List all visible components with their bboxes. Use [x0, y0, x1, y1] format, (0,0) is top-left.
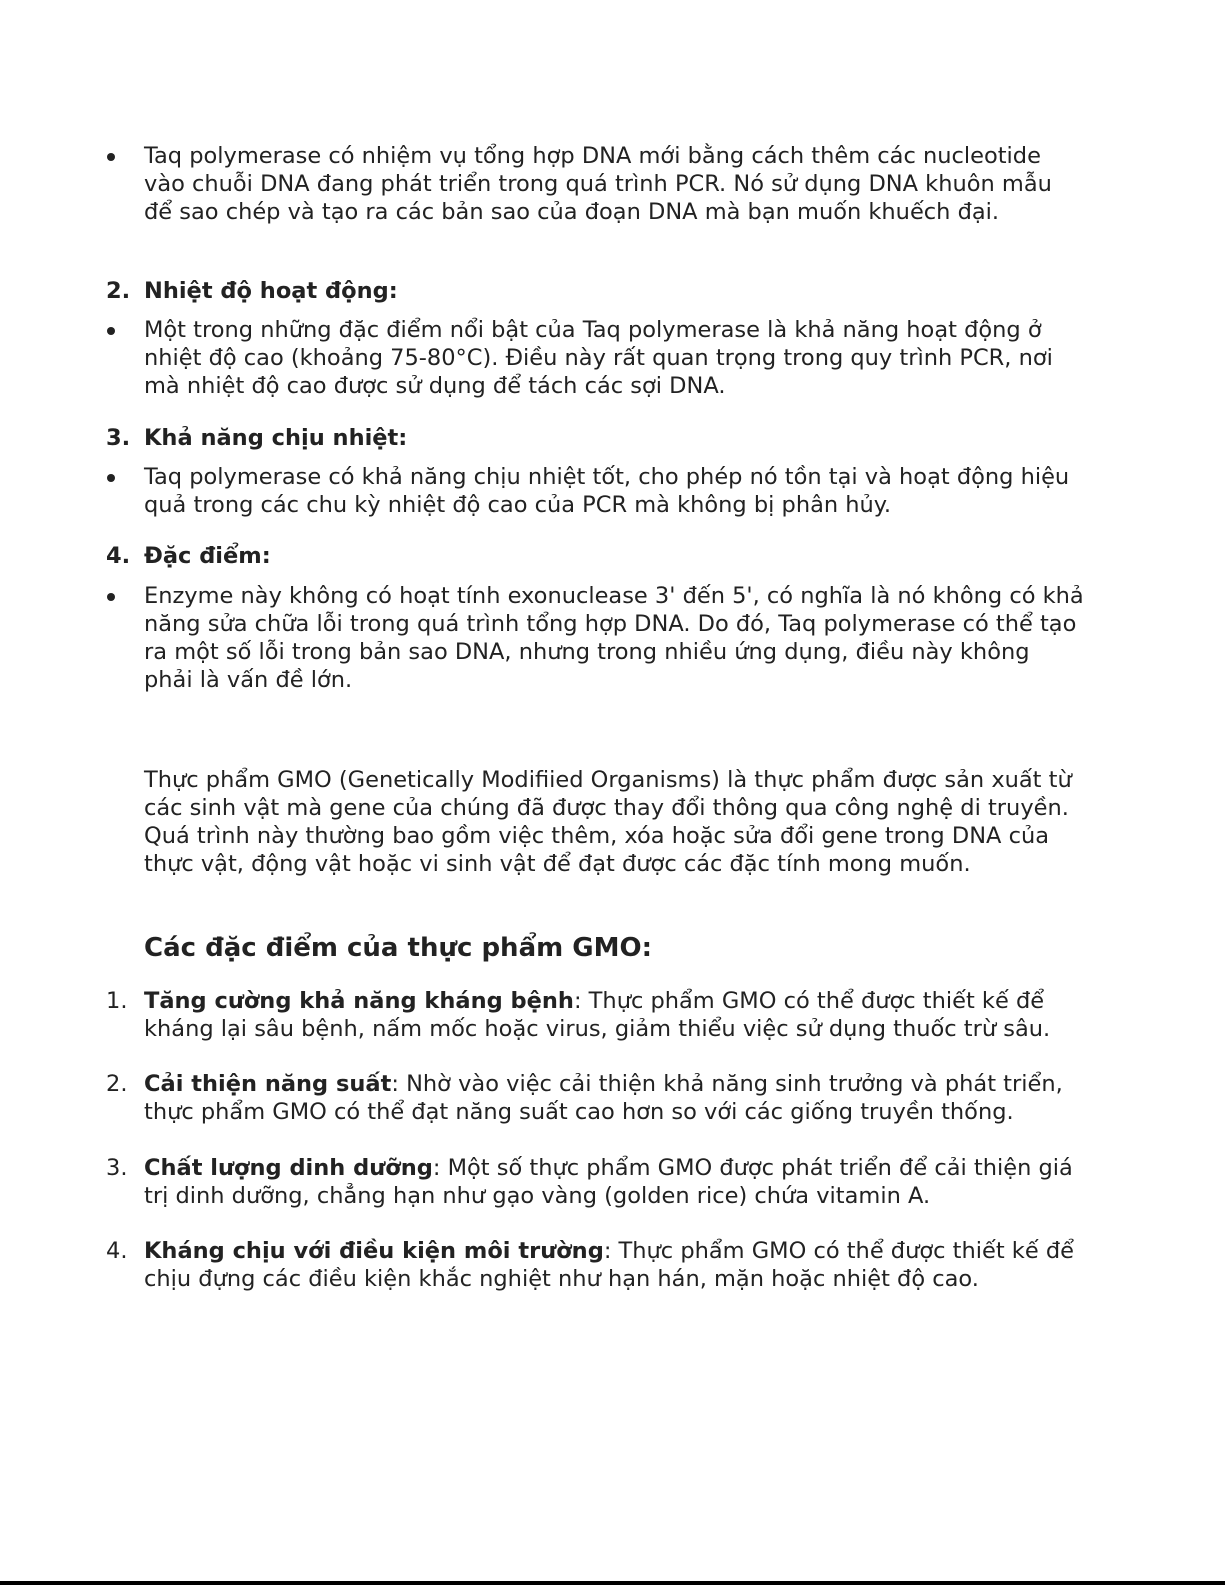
- bullet-paragraph-1: Taq polymerase có nhiệm vụ tổng hợp DNA mới bằng cách thêm các nucleotide vào chuỗi DNA đang phát triển trong quá trình PCR. Nó sử dụng DNA khuôn mẫu để sao chép và tạo ra các bản sao của đoạn DNA mà bạn muốn khuếch đại.: [144, 143, 1052, 225]
- gmo-item-term: Chất lượng dinh dưỡng: [144, 1155, 433, 1181]
- bullet-marker: [107, 327, 115, 335]
- gmo-item-text: : Một số thực phẩm GMO được phát triển để cải thiện giá trị dinh dưỡng, chẳng hạn như gạo vàng (golden rice) chứa vitamin A.: [144, 1155, 1073, 1209]
- page-bottom-rule: [0, 1581, 1225, 1585]
- section-title-2: Nhiệt độ hoạt động:: [144, 278, 398, 304]
- gmo-item-number-2: 2.: [106, 1071, 128, 1097]
- gmo-item-2: [144, 1070, 1084, 1126]
- gmo-item-1: [144, 987, 1084, 1043]
- gmo-item-number-1: 1.: [106, 988, 128, 1014]
- gmo-item-number-3: 3.: [106, 1155, 128, 1181]
- section-number-3: 3.: [106, 425, 131, 451]
- gmo-item-text: : Thực phẩm GMO có thể được thiết kế để chịu đựng các điều kiện khắc nghiệt như hạn hán, mặn hoặc nhiệt độ cao.: [144, 1238, 1074, 1292]
- gmo-intro-paragraph: Thực phẩm GMO (Genetically Modifiied Organisms) là thực phẩm được sản xuất từ các sinh vật mà gene của chúng đã được thay đổi thông qua công nghệ di truyền. Quá trình này thường bao gồm việc thêm, xóa hoặc sửa đổi gene trong DNA của thực vật, động vật hoặc vi sinh vật để đạt được các đặc tính mong muốn.: [144, 767, 1072, 877]
- section-title-3: Khả năng chịu nhiệt:: [144, 425, 408, 451]
- bullet-marker: [107, 593, 115, 601]
- bullet-paragraph-3: Taq polymerase có khả năng chịu nhiệt tốt, cho phép nó tồn tại và hoạt động hiệu quả trong các chu kỳ nhiệt độ cao của PCR mà không bị phân hủy.: [144, 464, 1070, 518]
- bullet-paragraph-4: Enzyme này không có hoạt tính exonuclease 3' đến 5', có nghĩa là nó không có khả năng sửa chữa lỗi trong quá trình tổng hợp DNA. Do đó, Taq polymerase có thể tạo ra một số lỗi trong bản sao DNA, nhưng trong nhiều ứng dụng, điều này không phải là vấn đề lớn.: [144, 583, 1084, 693]
- gmo-item-text: : Nhờ vào việc cải thiện khả năng sinh trưởng và phát triển, thực phẩm GMO có thể đạt năng suất cao hơn so với các giống truyền thống.: [144, 1071, 1063, 1125]
- bullet-marker: [107, 474, 115, 482]
- section-title-4: Đặc điểm:: [144, 543, 271, 569]
- gmo-item-3: [144, 1154, 1084, 1210]
- section-number-4: 4.: [106, 543, 131, 569]
- gmo-item-term: Cải thiện năng suất: [144, 1071, 392, 1097]
- section-number-2: 2.: [106, 278, 131, 304]
- gmo-item-number-4: 4.: [106, 1238, 128, 1264]
- gmo-item-term: Tăng cường khả năng kháng bệnh: [144, 988, 574, 1014]
- gmo-item-4: [144, 1237, 1084, 1293]
- gmo-item-text: : Thực phẩm GMO có thể được thiết kế để kháng lại sâu bệnh, nấm mốc hoặc virus, giảm thiểu việc sử dụng thuốc trừ sâu.: [144, 988, 1051, 1042]
- gmo-item-term: Kháng chịu với điều kiện môi trường: [144, 1238, 604, 1264]
- bullet-marker: [107, 153, 115, 161]
- gmo-heading: Các đặc điểm của thực phẩm GMO:: [144, 933, 652, 963]
- bullet-paragraph-2: Một trong những đặc điểm nổi bật của Taq polymerase là khả năng hoạt động ở nhiệt độ cao (khoảng 75-80°C). Điều này rất quan trọng trong quy trình PCR, nơi mà nhiệt độ cao được sử dụng để tách các sợi DNA.: [144, 317, 1053, 399]
